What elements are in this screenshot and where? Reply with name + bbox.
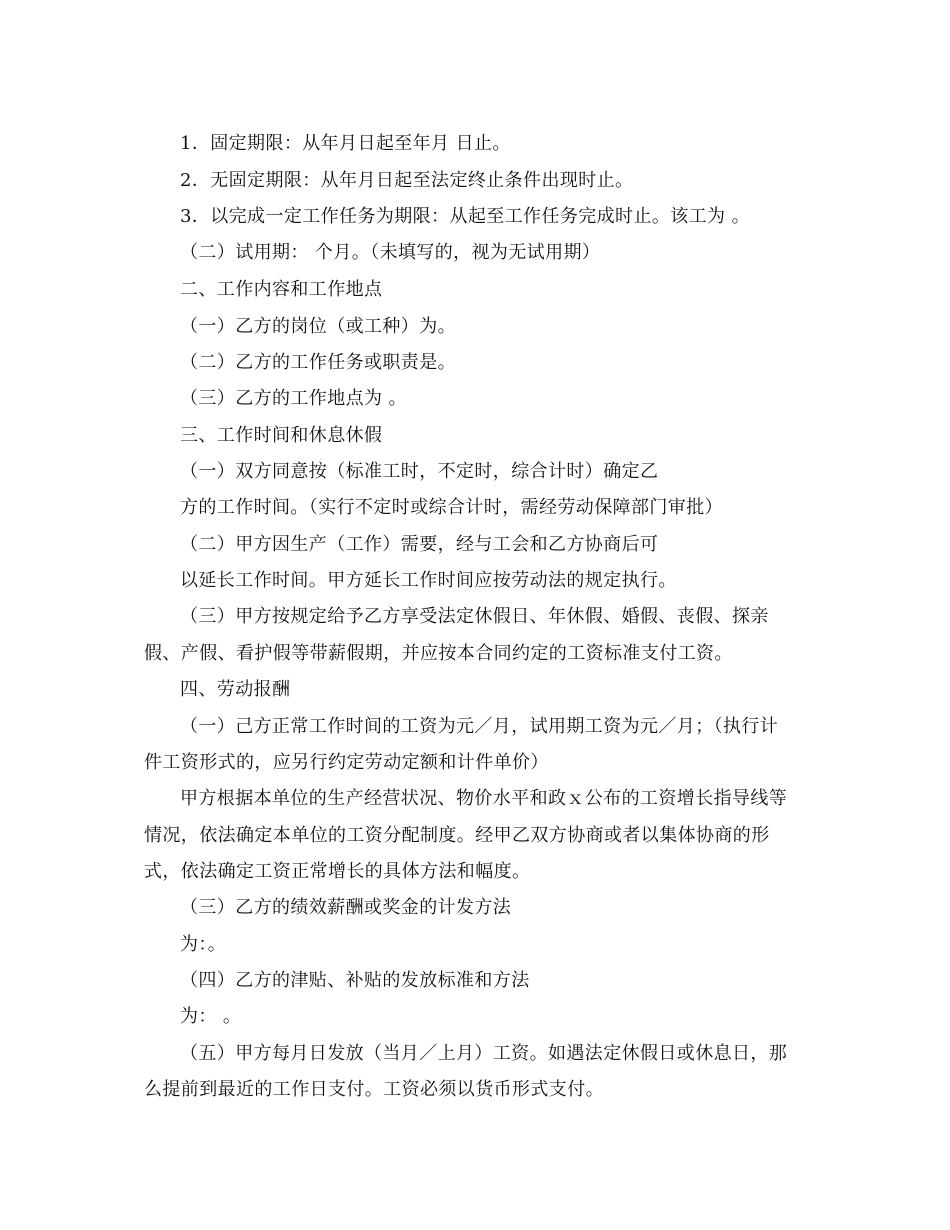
overtime-line-1: （二）甲方因生产（工作）需要，经与工会和乙方协商后可 bbox=[180, 534, 659, 555]
leave-line-2: 假、产假、看护假等带薪假期，并应按本合同约定的工资标准支付工资。 bbox=[144, 643, 733, 664]
allowance-line-1: （四）乙方的津贴、补贴的发放标准和方法 bbox=[180, 970, 530, 991]
section-heading-work-time: 三、工作时间和休息休假 bbox=[180, 425, 383, 446]
duties-line: （二）乙方的工作任务或职责是。 bbox=[180, 352, 456, 373]
term-task-line: 3．以完成一定工作任务为期限：从起至工作任务完成时止。该工为 。 bbox=[180, 206, 750, 227]
bonus-line-2: 为：。 bbox=[180, 934, 227, 955]
wage-policy-line-3: 式，依法确定工资正常增长的具体方法和幅度。 bbox=[144, 861, 531, 882]
wage-policy-line-2: 情况，依法确定本单位的工资分配制度。经甲乙双方协商或者以集体协商的形 bbox=[144, 825, 770, 846]
probation-line: （二）试用期： 个月。（未填写的，视为无试用期） bbox=[180, 242, 601, 263]
wage-line-2: 件工资形式的，应另行约定劳动定额和计件单价） bbox=[144, 752, 549, 773]
leave-line-1: （三）甲方按规定给予乙方享受法定休假日、年休假、婚假、丧假、探亲 bbox=[180, 606, 769, 627]
work-hours-line-1: （一）双方同意按（标准工时，不定时，综合计时）确定乙 bbox=[180, 461, 659, 482]
term-unfixed-line: 2．无固定期限：从年月日起至法定终止条件出现时止。 bbox=[180, 170, 634, 191]
payday-line-2: 么提前到最近的工作日支付。工资必须以货币形式支付。 bbox=[144, 1079, 604, 1100]
term-fixed-line: 1．固定期限：从年月日起至年月 日止。 bbox=[180, 133, 511, 154]
wage-policy-line-1: 甲方根据本单位的生产经营状况、物价水平和政ｘ公布的工资增长指导线等 bbox=[180, 788, 788, 809]
overtime-line-2: 以延长工作时间。甲方延长工作时间应按劳动法的规定执行。 bbox=[180, 570, 677, 591]
allowance-line-2: 为： 。 bbox=[180, 1006, 242, 1027]
section-heading-work-content: 二、工作内容和工作地点 bbox=[180, 279, 383, 300]
payday-line-1: （五）甲方每月日发放（当月／上月）工资。如遇法定休假日或休息日，那 bbox=[180, 1043, 788, 1064]
work-hours-line-2: 方的工作时间。（实行不定时或综合计时，需经劳动保障部门审批） bbox=[180, 497, 723, 518]
wage-line-1: （一）己方正常工作时间的工资为元／月，试用期工资为元／月；（执行计 bbox=[180, 716, 779, 737]
work-location-line: （三）乙方的工作地点为 。 bbox=[180, 388, 407, 409]
bonus-line-1: （三）乙方的绩效薪酬或奖金的计发方法 bbox=[180, 897, 512, 918]
position-line: （一）乙方的岗位（或工种）为。 bbox=[180, 316, 456, 337]
section-heading-remuneration: 四、劳动报酬 bbox=[180, 679, 291, 700]
